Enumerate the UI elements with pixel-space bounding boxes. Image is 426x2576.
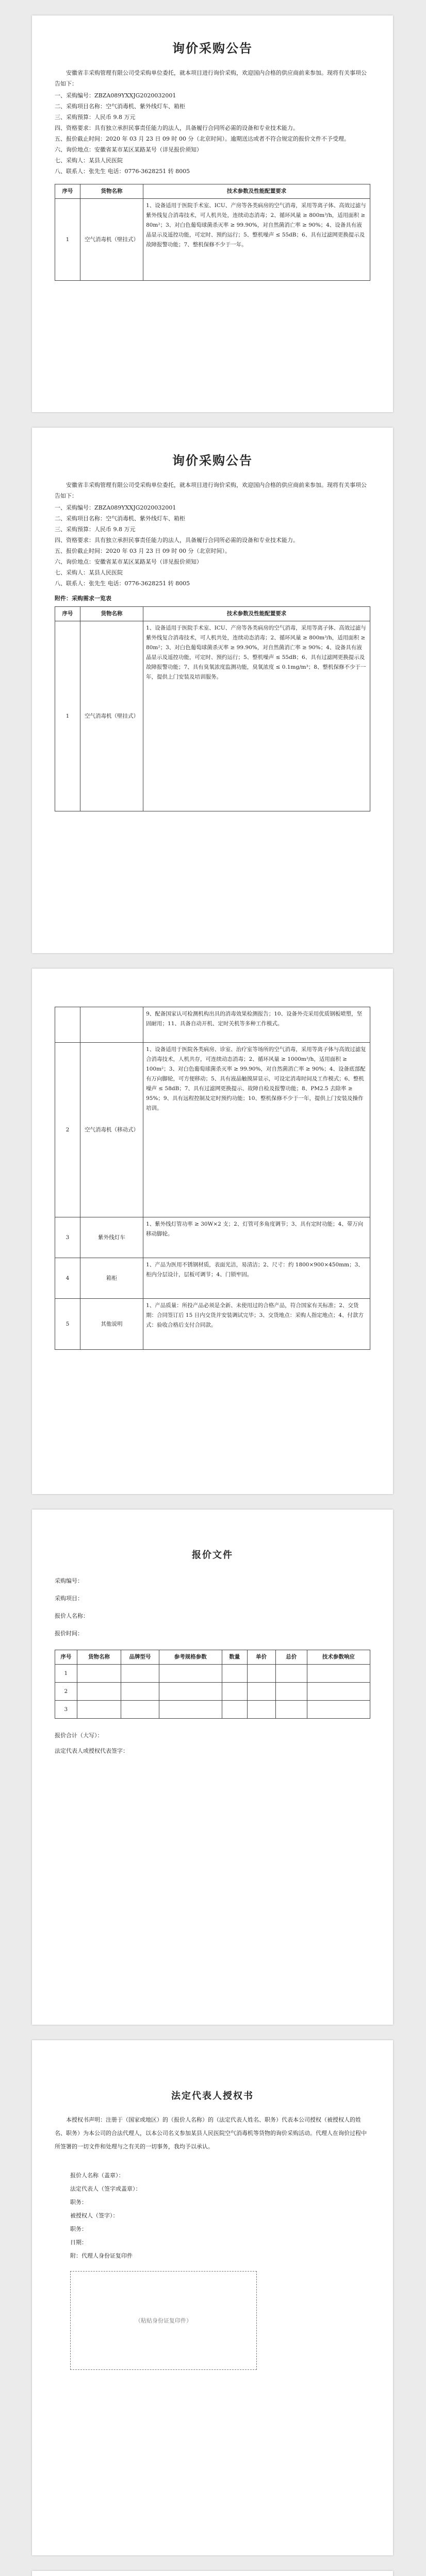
table-row [55, 1683, 370, 1701]
intro-paragraph: 安徽省丰采购管理有限公司受采购单位委托，就本项目进行询价采购，欢迎国内合格的供应商前来参加。现将有关事项公告如下： [55, 70, 367, 87]
page-4 [32, 1510, 393, 2025]
table-cell [121, 1665, 159, 1683]
info-line: 八、联系人：张先生 电话：0776-3628251 转 8005 [55, 580, 190, 587]
table-cell [275, 1683, 307, 1701]
info-line: 三、采购预算：人民币 9.8 万元 [55, 114, 136, 121]
id-card-label: （粘贴身份证复印件） [135, 2317, 192, 2324]
table-cell [159, 1701, 222, 1719]
requirements-table [55, 606, 370, 811]
total-label: 报价合计（大写）： [55, 1732, 103, 1739]
table-header-cell: 总价 [275, 1650, 307, 1665]
row-number: 2 [55, 1683, 77, 1701]
goods-name: 空气消毒机（壁挂式） [80, 199, 143, 281]
row-number [55, 1007, 80, 1043]
info-line: 二、采购项目名称：空气消毒机、紫外线灯车、箱柜 [55, 103, 185, 110]
table-header-cell: 货物名称 [80, 607, 143, 621]
table-cell [222, 1665, 247, 1683]
goods-spec: 1、设备适用于医院手术室、ICU、产房等各类病房的空气消毒，采用等离子体、高效过滤与紫外线复合消毒技术，可人机共处，连续动态消毒；2、循环风量 ≥ 800m³/h，适用面积 ≥ 80m²；3、对白色葡萄球菌杀灭率 ≥ 99.90%，对自然菌消亡率 ≥ 90%；4、设备具有液晶显示及遥控功能，可定时、预约运行；5、整机噪声 ≤ 55dB；6、具有过滤网更换提示及故障报警功能；7、具有臭氧浓度监测功能，臭氧浓度 ≤ 0.1mg/m³；8、整机保修不少于一年，提供上门安装及培训服务。 [143, 621, 370, 811]
goods-spec: 1、设备适用于医院手术室、ICU、产房等各类病房的空气消毒，采用等离子体、高效过滤与紫外线复合消毒技术，可人机共处，连续动态消毒；2、循环风量 ≥ 800m³/h，适用面积 ≥ 80m²；3、对白色葡萄球菌杀灭率 ≥ 99.90%，对自然菌消亡率 ≥ 90%；4、设备具有液晶显示及遥控功能，可定时、预约运行；5、整机噪声 ≤ 55dB；6、具有过滤网更换提示及故障报警功能；7、整机保修不少于一年。 [143, 199, 370, 281]
signature-line: 报价人名称（盖章）： [70, 2172, 124, 2179]
row-number: 1 [55, 1665, 77, 1683]
goods-spec: 1、设备适用于医院各类病房、诊室、治疗室等场所的空气消毒，采用等离子体与高效过滤复合消毒技术，人机共存，可连续动态消毒；2、循环风量 ≥ 1000m³/h，适用面积 ≥ 100m²；3、对白色葡萄球菌杀灭率 ≥ 99.90%，对自然菌消亡率 ≥ 90%；4、设备底部配有万向脚轮，可方便移动；5、具有液晶触摸屏显示，可设定消毒时间及工作模式；6、整机噪声 ≤ 58dB；7、具有过滤网更换提示、故障自检及报警功能；8、PM2.5 去除率 ≥ 95%；9、具有远程控制及定时预约功能；10、整机保修不少于一年，提供上门安装及操作培训。 [143, 1043, 370, 1217]
info-line: 四、资格要求：具有独立承担民事责任能力的法人，具备履行合同所必需的设备和专业技术能力。 [55, 537, 299, 544]
table-cell [275, 1701, 307, 1719]
table-cell [159, 1683, 222, 1701]
table-header-cell: 技术参数及性能配置要求 [143, 184, 370, 199]
table-header-cell: 序号 [55, 607, 80, 621]
signature-line: 职务： [70, 2226, 87, 2232]
info-line: 五、报价截止时间：2020 年 03 月 23 日 09 时 00 分（北京时间）。 [55, 548, 231, 554]
table-cell [77, 1683, 121, 1701]
table-header-row [55, 184, 370, 199]
table-header-cell: 技术参数及性能配置要求 [143, 607, 370, 621]
authorization-body: 本授权书声明：注册于（国家或地区）的（报价人名称）的（法定代表人姓名、职务）代表本公司授权（被授权人的姓名、职务）为本公司的合法代理人，以本公司名义参加某县人民医院空气消毒机等货物的询价采购活动。代理人在询价过程中所签署的一切文件和处理与之有关的一切事务，我均予以承认。 [55, 2116, 367, 2150]
row-number: 2 [55, 1043, 80, 1217]
info-line: 七、采购人：某县人民医院 [55, 569, 123, 576]
table-row [55, 621, 370, 811]
table-cell [121, 1683, 159, 1701]
row-number: 5 [55, 1299, 80, 1350]
table-header-row [55, 607, 370, 621]
table-header-cell: 品牌型号 [121, 1650, 159, 1665]
goods-name: 紫外线灯车 [80, 1217, 143, 1258]
goods-name: 箱柜 [80, 1258, 143, 1299]
table-header-cell: 序号 [55, 1650, 77, 1665]
info-line: 八、联系人：张先生 电话：0776-3628251 转 8005 [55, 168, 190, 175]
table-header-cell: 数量 [222, 1650, 247, 1665]
signature-label: 法定代表人或授权代表签字： [55, 1748, 128, 1754]
info-line: 四、资格要求：具有独立承担民事责任能力的法人，具备履行合同所必需的设备和专业技术能力。 [55, 125, 299, 131]
info-line: 三、采购预算：人民币 9.8 万元 [55, 526, 136, 533]
table-cell [247, 1683, 275, 1701]
table-row [55, 1665, 370, 1683]
table-cell [247, 1701, 275, 1719]
table-row [55, 1217, 370, 1258]
goods-spec: 1、产品质量：所投产品必须是全新、未使用过的合格产品，符合国家有关标准；2、交货期：合同签订后 15 日内交货并安装调试完毕；3、交货地点：采购人指定地点；4、付款方式：验收合格后支付合同款。 [143, 1299, 370, 1350]
table-header-cell: 参考规格参数 [159, 1650, 222, 1665]
table-row [55, 1007, 370, 1043]
goods-spec: 1、紫外线灯管功率 ≥ 30W×2 支；2、灯管可多角度调节；3、具有定时功能；4、带万向移动脚轮。 [143, 1217, 370, 1258]
table-cell [121, 1701, 159, 1719]
requirements-table-continued [55, 1007, 370, 1350]
info-line: 二、采购项目名称：空气消毒机、紫外线灯车、箱柜 [55, 515, 185, 522]
table-row [55, 199, 370, 281]
page-5-title: 法定代表人授权书 [171, 2091, 254, 2102]
table-cell [222, 1701, 247, 1719]
table-header-cell: 货物名称 [77, 1650, 121, 1665]
info-line: 一、采购编号：ZBZA089YXXJG2020032001 [55, 504, 176, 511]
table-header-row [55, 1650, 370, 1665]
signature-line: 日期： [70, 2239, 87, 2246]
table-row [55, 1043, 370, 1217]
table-cell [247, 1665, 275, 1683]
row-number: 3 [55, 1217, 80, 1258]
info-line: 六、询价地点：安徽省某市某区某路某号（详见报价须知） [55, 558, 202, 565]
table-cell [307, 1701, 370, 1719]
quotation-table [55, 1650, 370, 1719]
page-6 [32, 2571, 393, 2576]
table-row [55, 1258, 370, 1299]
table-row [55, 1701, 370, 1719]
page-1 [32, 15, 393, 412]
requirements-table [55, 184, 370, 281]
table-cell [275, 1665, 307, 1683]
table-cell [77, 1665, 121, 1683]
table-row [55, 1299, 370, 1350]
id-card-box [70, 2271, 257, 2370]
form-field-label: 采购项目： [55, 1595, 83, 1602]
signature-line: 被授权人（签字）： [70, 2212, 119, 2219]
row-number: 1 [55, 199, 80, 281]
signature-line: 法定代表人（签字或盖章）： [70, 2185, 141, 2192]
form-field-label: 采购编号： [55, 1578, 83, 1584]
table-header-cell: 技术参数响应 [307, 1650, 370, 1665]
table-cell [307, 1683, 370, 1701]
goods-spec: 9、配备国家认可检测机构出具的消毒效果检测报告；10、设备外壳采用优质钢板喷塑，坚固耐用；11、具备自动开机、定时关机等多种工作模式。 [143, 1007, 370, 1043]
signature-line: 附：代理人身份证复印件 [70, 2252, 133, 2259]
page-3 [32, 969, 393, 1494]
info-line: 五、报价截止时间：2020 年 03 月 23 日 09 时 00 分（北京时间）。逾期送达或者不符合规定的报价文件不予受理。 [55, 135, 350, 142]
page-2 [32, 428, 393, 953]
goods-spec: 1、产品为医用不锈钢材质，表面光洁，易清洁；2、尺寸：约 1800×900×450mm；3、柜内分层设计，层板可调节；4、门锁牢固。 [143, 1258, 370, 1299]
table-header-cell: 序号 [55, 184, 80, 199]
signature-line: 职务： [70, 2199, 87, 2206]
intro-paragraph: 安徽省丰采购管理有限公司受采购单位委托，就本项目进行询价采购，欢迎国内合格的供应商前来参加。现将有关事项公告如下： [55, 482, 367, 499]
row-number: 3 [55, 1701, 77, 1719]
row-number: 4 [55, 1258, 80, 1299]
page-5 [32, 2040, 393, 2555]
info-line: 六、询价地点：安徽省某市某区某路某号（详见报价须知） [55, 146, 202, 153]
page-4-title: 报价文件 [192, 1550, 233, 1561]
form-field-label: 报价人名称： [55, 1613, 89, 1619]
goods-name: 空气消毒机（壁挂式） [80, 621, 143, 811]
row-number: 1 [55, 621, 80, 811]
table-cell [222, 1683, 247, 1701]
info-line: 七、采购人：某县人民医院 [55, 157, 123, 164]
page-2-title: 询价采购公告 [172, 453, 253, 468]
table-header-cell: 货物名称 [80, 184, 143, 199]
goods-name [80, 1007, 143, 1043]
goods-name: 其他说明 [80, 1299, 143, 1350]
table-cell [307, 1665, 370, 1683]
table-cell [159, 1665, 222, 1683]
page-1-title: 询价采购公告 [172, 41, 253, 56]
table-header-cell: 单价 [247, 1650, 275, 1665]
table-cell [77, 1701, 121, 1719]
goods-name: 空气消毒机（移动式） [80, 1043, 143, 1217]
form-field-label: 报价时间： [55, 1630, 83, 1637]
section-heading: 附件：采购需求一览表 [55, 595, 111, 602]
info-line: 一、采购编号：ZBZA089YXXJG2020032001 [55, 92, 176, 99]
